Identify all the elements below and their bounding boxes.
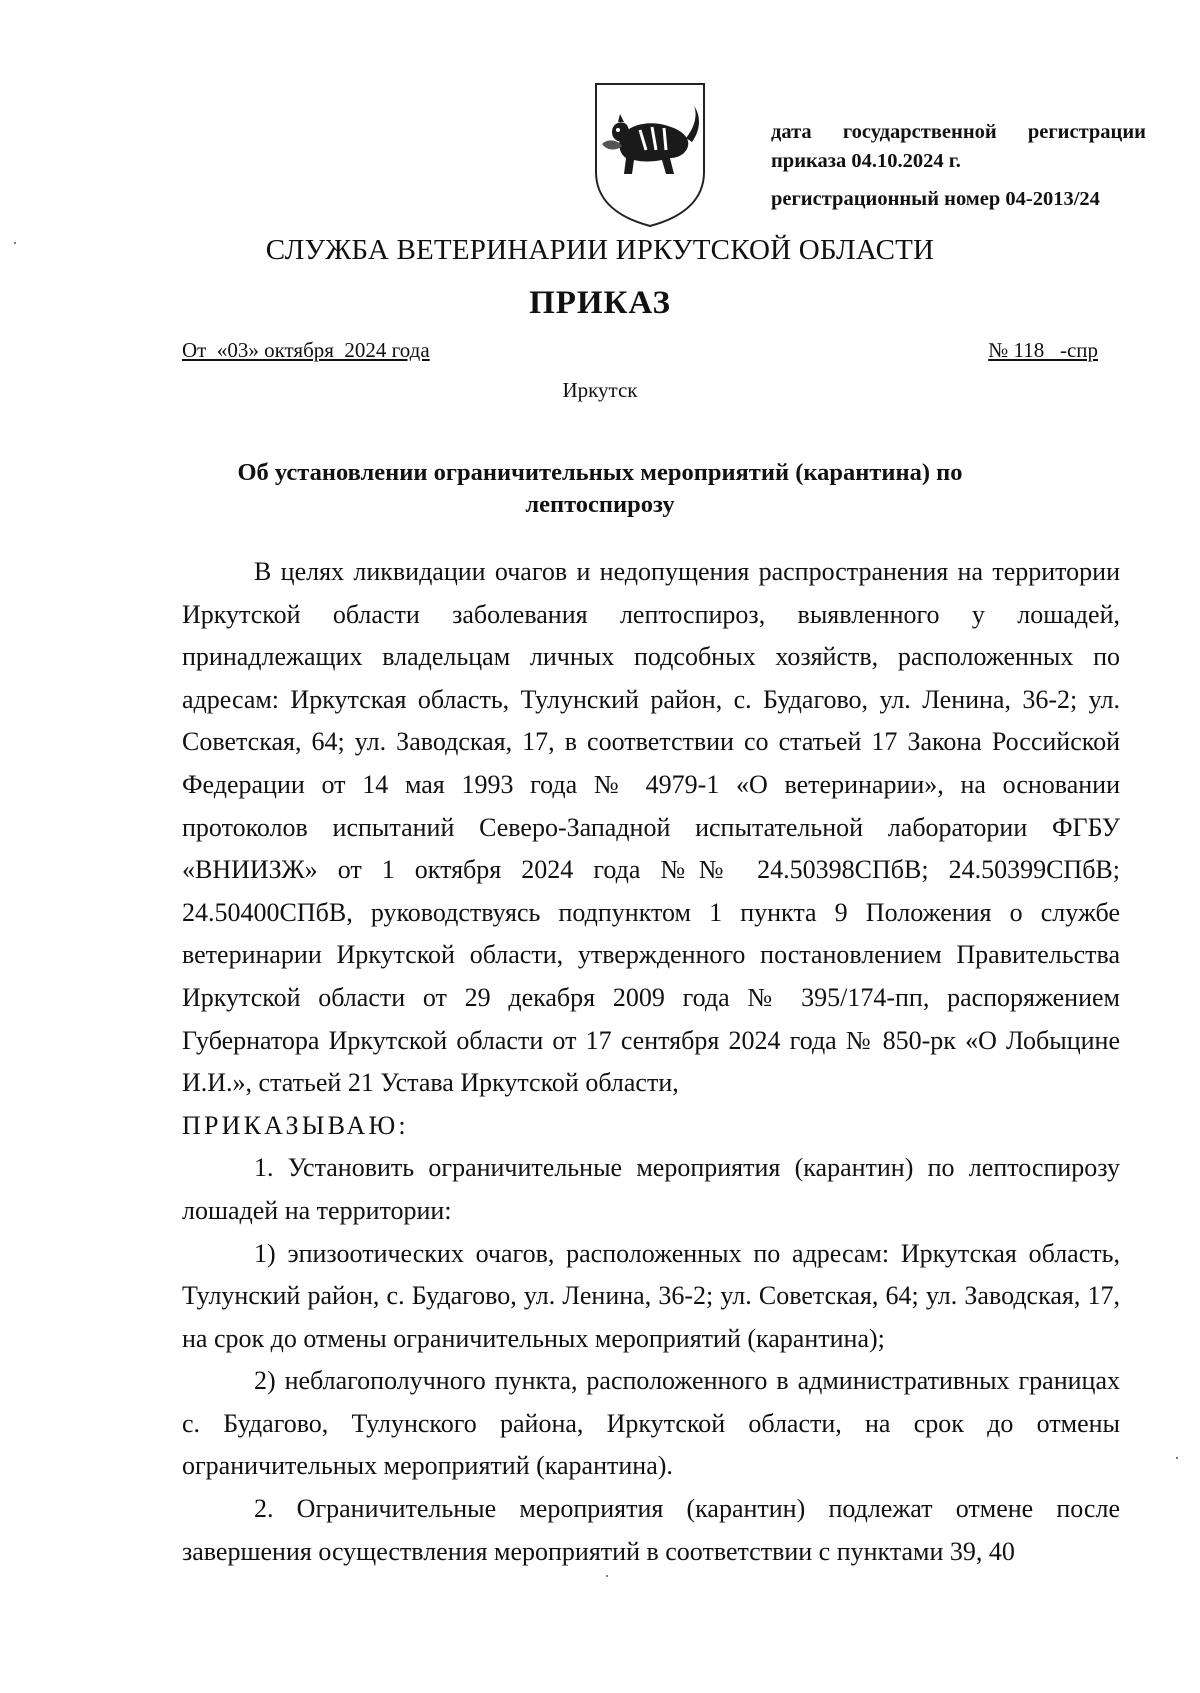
item-2: 2. Ограничительные мероприятия (карантин) подлежат отмене после завершения осуществления мероприятий в соответствии с пунктами 39, 40 xyxy=(182,1494,1120,1566)
item-1-2: 2) неблагополучного пункта, расположенного в административных границах с. Будагово, Тулунского района, Иркутской области, на срок до отмены ограничительных мероприятий (карантина). xyxy=(182,1366,1120,1481)
document-date: От «03» октября 2024 года xyxy=(182,338,430,362)
scan-speck xyxy=(1176,1457,1178,1459)
registration-block xyxy=(771,118,1146,214)
document-city: Иркутск xyxy=(562,378,638,402)
registration-line-1: дата государственной регистрации xyxy=(771,121,1146,143)
document-type: ПРИКАЗ xyxy=(529,285,671,321)
scan-speck xyxy=(606,1575,608,1577)
organization-name: СЛУЖБА ВЕТЕРИНАРИИ ИРКУТСКОЙ ОБЛАСТИ xyxy=(265,234,935,266)
scan-speck xyxy=(14,242,16,244)
item-1-1: 1) эпизоотических очагов, расположенных по адресам: Иркутская область, Тулунский район, с. Будагово, ул. Ленина, 36-2; ул. Советская, 64; ул. Заводская, 17, на срок до отмены ограничительных мероприятий (карантина); xyxy=(182,1238,1120,1353)
coat-of-arms-emblem xyxy=(590,80,710,230)
document-title: Об установлении ограничительных мероприятий (карантина) по лептоспирозу xyxy=(237,459,963,518)
item-1: 1. Установить ограничительные мероприятия (карантин) по лептоспирозу лошадей на территории: xyxy=(182,1153,1120,1225)
document-number: № 118 -спр xyxy=(988,338,1098,362)
document-body xyxy=(182,551,1120,1573)
preamble-paragraph: В целях ликвидации очагов и недопущения распространения на территории Иркутской области заболевания лептоспироз, выявленного у лошадей, принадлежащих владельцам личных подсобных хозяйств, расположенных по адресам: Иркутская область, Тулунский район, с. Будагово, ул. Ленина, 36-2; ул. Советская, 64; ул. Заводская, 17, в соответствии со статьей 17 Закона Российской Федерации от 14 мая 1993 года № 4979-1 «О ветеринарии», на основании протоколов испытаний Северо-Западной испытательной лаборатории ФГБУ «ВНИИЗЖ» от 1 октября 2024 года №№ 24.50398СПбВ; 24.50399СПбВ; 24.50400СПбВ, руководствуясь подпунктом 1 пункта 9 Положения о службе ветеринарии Иркутской области, утвержденного постановлением Правительства Иркутской области от 29 декабря 2009 года № 395/174-пп, распоряжением Губернатора Иркутской области от 17 сентября 2024 года № 850-рк «О Лобыцине И.И.», статьей 21 Устава Иркутской области, xyxy=(182,557,1120,1098)
order-word: ПРИКАЗЫВАЮ: xyxy=(182,1110,409,1140)
registration-line-2: приказа 04.10.2024 г. xyxy=(771,150,961,172)
registration-line-3: регистрационный номер 04-2013/24 xyxy=(771,188,1100,210)
